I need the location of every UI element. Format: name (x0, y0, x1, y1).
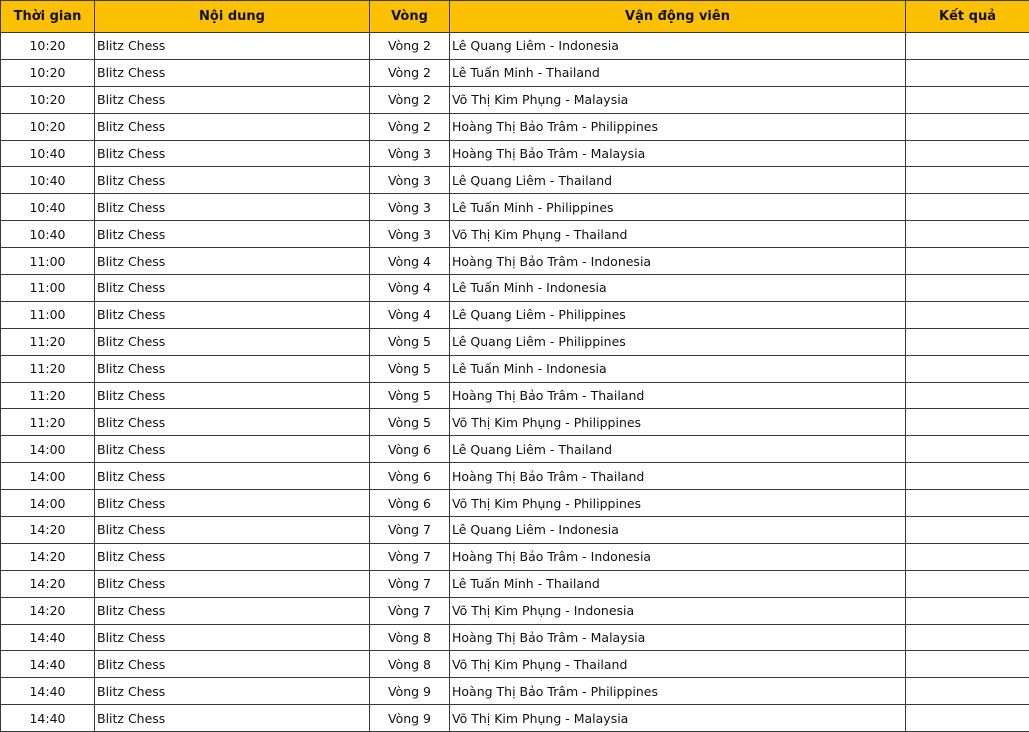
time-cell: 10:40 (1, 194, 95, 221)
event-cell: Blitz Chess (95, 221, 370, 248)
result-cell (906, 409, 1029, 436)
table-row (1, 194, 1029, 221)
result-cell (906, 463, 1029, 490)
result-cell (906, 328, 1029, 355)
athlete-cell: Võ Thị Kim Phụng - Thailand (450, 221, 906, 248)
athlete-cell: Hoàng Thị Bảo Trâm - Thailand (450, 463, 906, 490)
event-cell: Blitz Chess (95, 248, 370, 275)
table-row (1, 543, 1029, 570)
time-cell: 14:00 (1, 490, 95, 517)
athlete-cell: Võ Thị Kim Phụng - Thailand (450, 651, 906, 678)
round-cell: Vòng 6 (370, 490, 450, 517)
athlete-cell: Võ Thị Kim Phụng - Philippines (450, 409, 906, 436)
athlete-cell: Hoàng Thị Bảo Trâm - Thailand (450, 382, 906, 409)
table-row (1, 86, 1029, 113)
header-athlete: Vận động viên (450, 1, 906, 33)
athlete-cell: Lê Quang Liêm - Indonesia (450, 517, 906, 544)
table-row (1, 33, 1029, 60)
round-cell: Vòng 2 (370, 33, 450, 60)
result-cell (906, 301, 1029, 328)
result-cell (906, 651, 1029, 678)
event-cell: Blitz Chess (95, 33, 370, 60)
event-cell: Blitz Chess (95, 355, 370, 382)
event-cell: Blitz Chess (95, 59, 370, 86)
header-time: Thời gian (1, 1, 95, 33)
event-cell: Blitz Chess (95, 301, 370, 328)
time-cell: 10:20 (1, 86, 95, 113)
time-cell: 14:40 (1, 624, 95, 651)
athlete-cell: Lê Tuấn Minh - Indonesia (450, 275, 906, 302)
event-cell: Blitz Chess (95, 409, 370, 436)
table-row (1, 382, 1029, 409)
result-cell (906, 194, 1029, 221)
table-row (1, 597, 1029, 624)
table-row (1, 436, 1029, 463)
result-cell (906, 597, 1029, 624)
time-cell: 14:40 (1, 678, 95, 705)
result-cell (906, 624, 1029, 651)
table-row (1, 301, 1029, 328)
round-cell: Vòng 9 (370, 705, 450, 732)
athlete-cell: Võ Thị Kim Phụng - Malaysia (450, 86, 906, 113)
athlete-cell: Lê Tuấn Minh - Thailand (450, 59, 906, 86)
event-cell: Blitz Chess (95, 167, 370, 194)
table-row (1, 355, 1029, 382)
athlete-cell: Lê Tuấn Minh - Philippines (450, 194, 906, 221)
athlete-cell: Lê Tuấn Minh - Thailand (450, 570, 906, 597)
round-cell: Vòng 6 (370, 463, 450, 490)
result-cell (906, 33, 1029, 60)
time-cell: 10:40 (1, 167, 95, 194)
table-body (1, 33, 1029, 732)
athlete-cell: Hoàng Thị Bảo Trâm - Indonesia (450, 248, 906, 275)
time-cell: 10:40 (1, 140, 95, 167)
table-row (1, 221, 1029, 248)
table-header (1, 1, 1029, 33)
athlete-cell: Võ Thị Kim Phụng - Philippines (450, 490, 906, 517)
result-cell (906, 436, 1029, 463)
round-cell: Vòng 7 (370, 570, 450, 597)
table-row (1, 651, 1029, 678)
time-cell: 10:20 (1, 113, 95, 140)
result-cell (906, 517, 1029, 544)
round-cell: Vòng 3 (370, 194, 450, 221)
round-cell: Vòng 8 (370, 651, 450, 678)
event-cell: Blitz Chess (95, 651, 370, 678)
header-event: Nội dung (95, 1, 370, 33)
athlete-cell: Võ Thị Kim Phụng - Malaysia (450, 705, 906, 732)
event-cell: Blitz Chess (95, 597, 370, 624)
event-cell: Blitz Chess (95, 382, 370, 409)
athlete-cell: Hoàng Thị Bảo Trâm - Malaysia (450, 624, 906, 651)
round-cell: Vòng 2 (370, 113, 450, 140)
result-cell (906, 86, 1029, 113)
time-cell: 10:20 (1, 59, 95, 86)
round-cell: Vòng 7 (370, 517, 450, 544)
table-row (1, 490, 1029, 517)
athlete-cell: Hoàng Thị Bảo Trâm - Malaysia (450, 140, 906, 167)
event-cell: Blitz Chess (95, 705, 370, 732)
table-row (1, 463, 1029, 490)
round-cell: Vòng 3 (370, 167, 450, 194)
event-cell: Blitz Chess (95, 517, 370, 544)
result-cell (906, 113, 1029, 140)
round-cell: Vòng 2 (370, 86, 450, 113)
header-round: Vòng (370, 1, 450, 33)
table-row (1, 409, 1029, 436)
round-cell: Vòng 4 (370, 275, 450, 302)
round-cell: Vòng 5 (370, 328, 450, 355)
result-cell (906, 167, 1029, 194)
round-cell: Vòng 7 (370, 543, 450, 570)
time-cell: 14:40 (1, 651, 95, 678)
time-cell: 11:00 (1, 248, 95, 275)
event-cell: Blitz Chess (95, 436, 370, 463)
time-cell: 14:20 (1, 570, 95, 597)
result-cell (906, 570, 1029, 597)
result-cell (906, 382, 1029, 409)
table-row (1, 624, 1029, 651)
event-cell: Blitz Chess (95, 113, 370, 140)
round-cell: Vòng 6 (370, 436, 450, 463)
round-cell: Vòng 9 (370, 678, 450, 705)
event-cell: Blitz Chess (95, 194, 370, 221)
athlete-cell: Lê Quang Liêm - Philippines (450, 328, 906, 355)
athlete-cell: Hoàng Thị Bảo Trâm - Indonesia (450, 543, 906, 570)
round-cell: Vòng 4 (370, 301, 450, 328)
event-cell: Blitz Chess (95, 490, 370, 517)
time-cell: 14:00 (1, 463, 95, 490)
round-cell: Vòng 3 (370, 140, 450, 167)
table-row (1, 705, 1029, 732)
time-cell: 11:00 (1, 275, 95, 302)
round-cell: Vòng 8 (370, 624, 450, 651)
athlete-cell: Lê Quang Liêm - Thailand (450, 167, 906, 194)
event-cell: Blitz Chess (95, 543, 370, 570)
table-row (1, 113, 1029, 140)
table-row (1, 140, 1029, 167)
table-row (1, 328, 1029, 355)
event-cell: Blitz Chess (95, 328, 370, 355)
table-row (1, 517, 1029, 544)
athlete-cell: Lê Quang Liêm - Indonesia (450, 33, 906, 60)
table-row (1, 59, 1029, 86)
result-cell (906, 59, 1029, 86)
event-cell: Blitz Chess (95, 624, 370, 651)
athlete-cell: Lê Tuấn Minh - Indonesia (450, 355, 906, 382)
result-cell (906, 543, 1029, 570)
header-row (1, 1, 1029, 33)
round-cell: Vòng 4 (370, 248, 450, 275)
result-cell (906, 248, 1029, 275)
time-cell: 11:20 (1, 355, 95, 382)
athlete-cell: Võ Thị Kim Phụng - Indonesia (450, 597, 906, 624)
result-cell (906, 140, 1029, 167)
result-cell (906, 678, 1029, 705)
time-cell: 10:40 (1, 221, 95, 248)
event-cell: Blitz Chess (95, 140, 370, 167)
time-cell: 10:20 (1, 33, 95, 60)
table-row (1, 167, 1029, 194)
event-cell: Blitz Chess (95, 275, 370, 302)
time-cell: 11:00 (1, 301, 95, 328)
round-cell: Vòng 3 (370, 221, 450, 248)
round-cell: Vòng 5 (370, 409, 450, 436)
athlete-cell: Lê Quang Liêm - Thailand (450, 436, 906, 463)
table-row (1, 570, 1029, 597)
table-row (1, 275, 1029, 302)
time-cell: 14:20 (1, 543, 95, 570)
result-cell (906, 490, 1029, 517)
result-cell (906, 355, 1029, 382)
round-cell: Vòng 7 (370, 597, 450, 624)
event-cell: Blitz Chess (95, 86, 370, 113)
athlete-cell: Hoàng Thị Bảo Trâm - Philippines (450, 678, 906, 705)
event-cell: Blitz Chess (95, 678, 370, 705)
round-cell: Vòng 5 (370, 382, 450, 409)
time-cell: 14:20 (1, 597, 95, 624)
result-cell (906, 221, 1029, 248)
athlete-cell: Lê Quang Liêm - Philippines (450, 301, 906, 328)
athlete-cell: Hoàng Thị Bảo Trâm - Philippines (450, 113, 906, 140)
time-cell: 11:20 (1, 382, 95, 409)
result-cell (906, 705, 1029, 732)
table-row (1, 678, 1029, 705)
round-cell: Vòng 5 (370, 355, 450, 382)
event-cell: Blitz Chess (95, 570, 370, 597)
table-row (1, 248, 1029, 275)
time-cell: 14:20 (1, 517, 95, 544)
time-cell: 14:00 (1, 436, 95, 463)
time-cell: 14:40 (1, 705, 95, 732)
header-result: Kết quả (906, 1, 1029, 33)
time-cell: 11:20 (1, 328, 95, 355)
event-cell: Blitz Chess (95, 463, 370, 490)
time-cell: 11:20 (1, 409, 95, 436)
result-cell (906, 275, 1029, 302)
round-cell: Vòng 2 (370, 59, 450, 86)
